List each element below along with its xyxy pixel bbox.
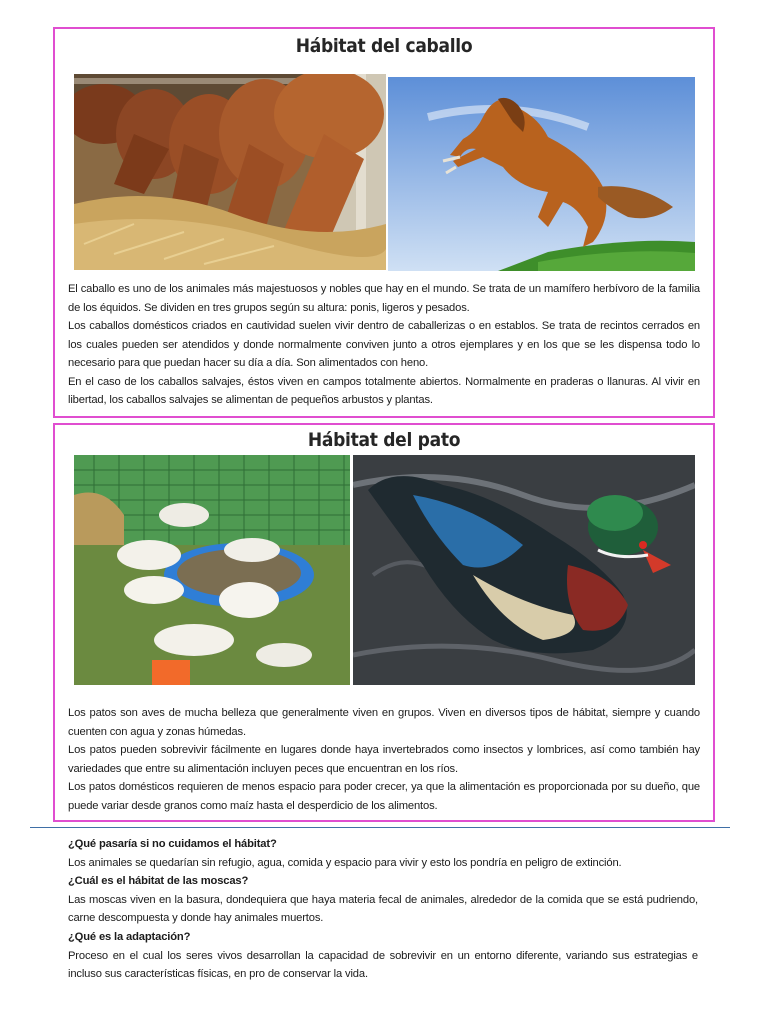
question-adaptation: ¿Qué es la adaptación? bbox=[68, 930, 191, 943]
horse-section-title: Hábitat del caballo bbox=[295, 35, 473, 57]
horse-description bbox=[68, 280, 700, 410]
horse-paragraph: Los caballos domésticos criados en cautividad suelen vivir dentro de caballerizas o en establos. Se trata de recintos cerrados en los cuales pueden ser atendidos y donde normalmente conviven junto a otros ejemplares y en los que se les dispensa todo lo necesario para que puedan hacer su día a día. Son alimentados con heno. bbox=[68, 320, 700, 369]
question-flies-habitat: ¿Cuál es el hábitat de las moscas? bbox=[68, 875, 249, 888]
duck-description bbox=[68, 704, 700, 815]
white-ducks-pool-photo bbox=[74, 455, 350, 685]
answer-flies-habitat: Las moscas viven en la basura, dondequiera que haya materia fecal de animales, alrededor de la comida que se está pudriendo, carne descompuesta y donde hay animales muertos. bbox=[68, 893, 698, 925]
answer-habitat-care: Los animales se quedarían sin refugio, agua, comida y espacio para vivir y esto los pondría en peligro de extinción. bbox=[68, 856, 622, 869]
questions-and-answers bbox=[68, 835, 698, 984]
rearing-horse-photo bbox=[388, 77, 695, 271]
duck-habitat-section bbox=[53, 423, 715, 822]
answer-adaptation: Proceso en el cual los seres vivos desarrollan la capacidad de sobrevivir en un entorno diferente, variando sus estrategias e incluso sus características físicas, en pro de conservar la vida. bbox=[68, 949, 698, 981]
horse-paragraph: En el caso de los caballos salvajes, éstos viven en campos totalmente abiertos. Normalmente en praderas o llanuras. Al vivir en libertad, los caballos salvajes se alimentan de pequeños arbustos y plantas. bbox=[68, 375, 700, 406]
duck-paragraph: Los patos pueden sobrevivir fácilmente en lugares donde haya invertebrados como insectos y lombrices, así como también hay variedades que entre su alimentación incluyen peces que encuentran en los ríos. bbox=[68, 744, 700, 775]
question-habitat-care: ¿Qué pasaría si no cuidamos el hábitat? bbox=[68, 838, 277, 850]
section-divider bbox=[30, 827, 730, 828]
duck-paragraph: Los patos son aves de mucha belleza que generalmente viven en grupos. Viven en diversos tipos de hábitat, siempre y cuando cuenten con agua y zonas húmedas. bbox=[68, 707, 700, 738]
wood-duck-water-photo bbox=[353, 455, 695, 685]
horse-paragraph: El caballo es uno de los animales más majestuosos y nobles que hay en el mundo. Se trata de un mamífero herbívoro de la familia de los équidos. Se dividen en tres grupos según su altura: ponis, ligeros y pesados. bbox=[68, 283, 700, 314]
duck-section-title: Hábitat del pato bbox=[307, 429, 461, 451]
horses-eating-hay-photo bbox=[74, 74, 386, 270]
duck-paragraph: Los patos domésticos requieren de menos espacio para poder crecer, ya que la alimentación es proporcionada por su dueño, que puede variar desde granos como maíz hasta el desperdicio de los alimentos. bbox=[68, 781, 700, 812]
horse-habitat-section bbox=[53, 27, 715, 418]
